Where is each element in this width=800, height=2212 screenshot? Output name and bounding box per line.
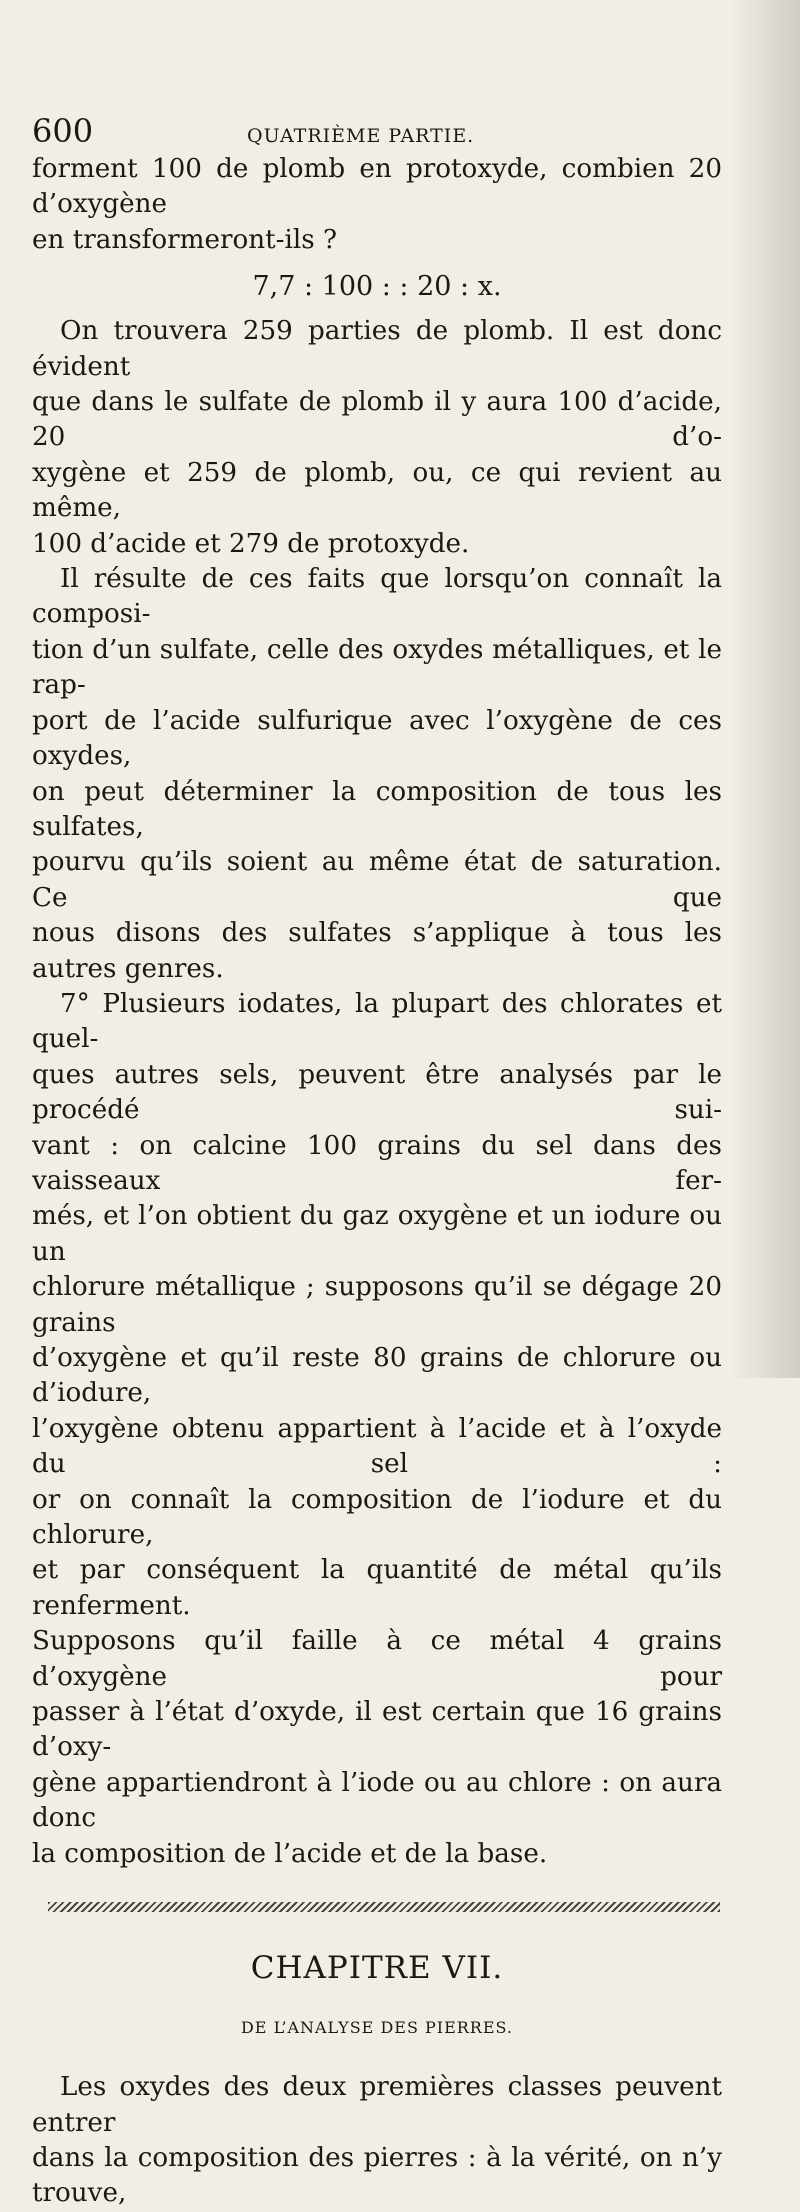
page-number: 600 bbox=[32, 112, 94, 150]
text-line: xygène et 259 de plomb, ou, ce qui revient au même, bbox=[32, 457, 722, 524]
text-line: d’oxygène et qu’il reste 80 grains de chlorure ou d’iodure, bbox=[32, 1343, 722, 1409]
text-line: Les oxydes des deux premières classes peuvent entrer bbox=[32, 2072, 722, 2138]
text-line: Il résulte de ces faits que lorsqu’on connaît la composi- bbox=[32, 564, 722, 630]
text-line: dans la composition des pierres : à la vérité, on n’y trouve, bbox=[32, 2142, 722, 2209]
text-line: 7° Plusieurs iodates, la plupart des chlorates et quel- bbox=[32, 988, 722, 1055]
text-line: ques autres sels, peuvent être analysés par le procédé sui- bbox=[32, 1059, 722, 1126]
text-line: gène appartiendront à l’iode ou au chlore : on aura donc bbox=[32, 1767, 722, 1834]
text-line: 100 d’acide et 279 de protoxyde. bbox=[32, 528, 470, 559]
text-line: vant : on calcine 100 grains du sel dans des vaisseaux fer- bbox=[32, 1130, 722, 1196]
text-line: l’oxygène obtenu appartient à l’acide et à l’oxyde du sel : bbox=[32, 1413, 722, 1480]
text-line: or on connaît la composition de l’iodure et du chlorure, bbox=[32, 1484, 722, 1551]
body-text bbox=[32, 152, 722, 1872]
paragraph-1 bbox=[32, 314, 722, 562]
text-line: tion d’un sulfate, celle des oxydes métalliques, et le rap- bbox=[32, 634, 722, 701]
text-line: nous disons des sulfates s’applique à tous les autres genres. bbox=[32, 918, 722, 984]
chapter-title: CHAPITRE VII. bbox=[250, 1950, 504, 1987]
paragraph-3 bbox=[32, 987, 722, 1872]
text-line: forment 100 de plomb en protoxyde, combien 20 d’oxygène bbox=[32, 154, 722, 220]
text-line: pourvu qu’ils soient au même état de saturation. Ce que bbox=[32, 847, 722, 913]
proportion-formula: 7,7 : 100 : : 20 : x. bbox=[252, 271, 502, 303]
chapter-subtitle: DE L’ANALYSE DES PIERRES. bbox=[240, 2018, 514, 2038]
text-line: passer à l’état d’oxyde, il est certain que 16 grains d’oxy- bbox=[32, 1697, 722, 1763]
text-line: et par conséquent la quantité de métal qu’ils renferment. bbox=[32, 1555, 722, 1621]
text-line: on peut déterminer la composition de tous les sulfates, bbox=[32, 776, 722, 842]
text-line: On trouvera 259 parties de plomb. Il est donc évident bbox=[32, 316, 722, 382]
text-line: que dans le sulfate de plomb il y aura 100 d’acide, 20 d’o- bbox=[32, 387, 722, 453]
text-line: chlorure métallique ; supposons qu’il se dégage 20 grains bbox=[32, 1272, 722, 1338]
decorative-rule bbox=[48, 1902, 720, 1912]
running-head bbox=[32, 112, 722, 152]
text-line: la composition de l’acide et de la base. bbox=[32, 1838, 548, 1869]
running-title: QUATRIÈME PARTIE. bbox=[247, 125, 475, 147]
book-page bbox=[32, 112, 722, 2212]
text-line: port de l’acide sulfurique avec l’oxygène de ces oxydes, bbox=[32, 705, 722, 772]
text-line: més, et l’on obtient du gaz oxygène et un iodure ou un bbox=[32, 1201, 722, 1267]
text-line: Supposons qu’il faille à ce métal 4 grains d’oxygène pour bbox=[32, 1626, 722, 1692]
chapter-opening bbox=[32, 2070, 722, 2212]
page-edge-shadow bbox=[730, 0, 800, 1378]
text-line: en transformeront-ils ? bbox=[32, 224, 338, 255]
paragraph-2 bbox=[32, 562, 722, 987]
